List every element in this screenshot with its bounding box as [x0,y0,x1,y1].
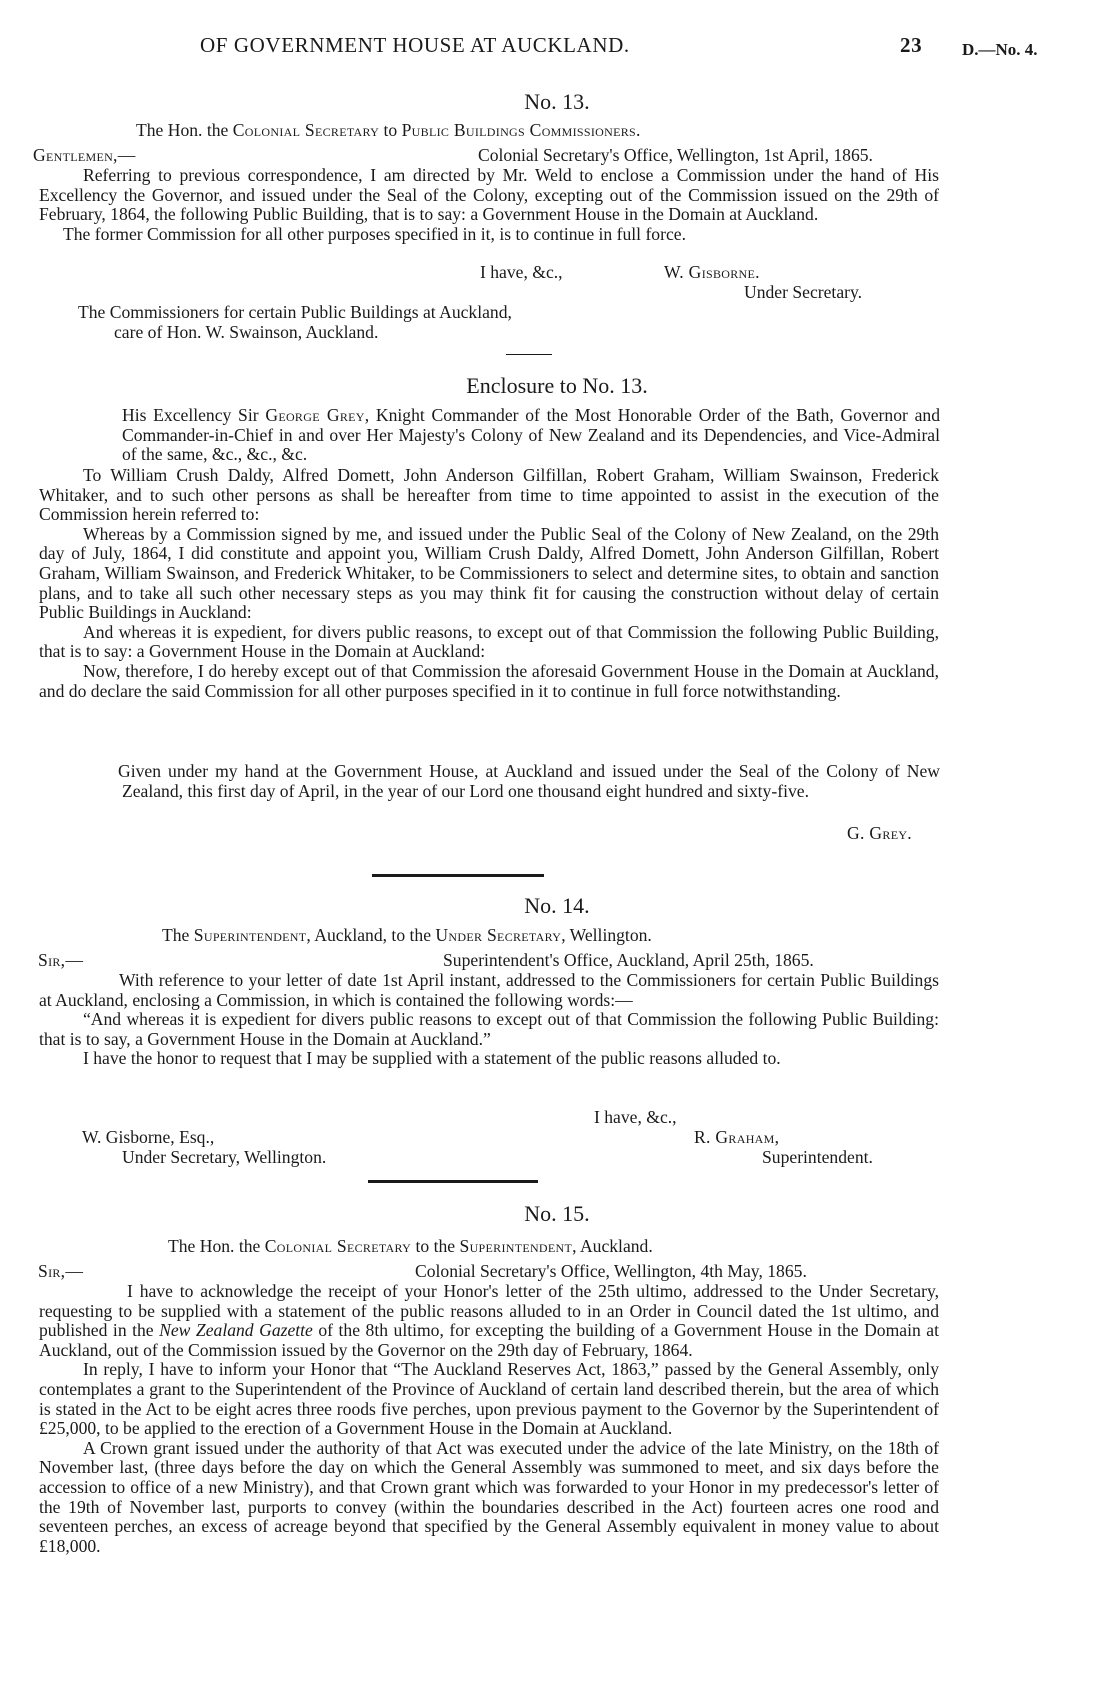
body-no15 [39,1282,939,1556]
paragraph: In reply, I have to inform your Honor that “The Auckland Reserves Act, 1863,” passed by the General Assembly, only contemplates a grant to the Superintendent of the Province of Auckland of certain land described therein, but the area of which is stated in the Act to be eight acres three roods five perches, upon previous payment to the Governor by the Superintendent of £25,000, to be applied to the erection of a Government House in the Domain at Auckland. [39,1359,939,1439]
paragraph: With reference to your letter of date 1st April instant, addressed to the Commissioners for certain Public Buildings at Auckland, enclosing a Commission, in which is contained the following words:— [39,970,939,1010]
paragraph: Now, therefore, I do hereby except out of that Commission the aforesaid Government House in the Domain at Auckland, and do declare the said Commission for all other purposes specified in it to continue in full force notwithstanding. [39,660,939,701]
short-divider [506,354,552,355]
address-line-no14: The Superintendent, Auckland, to the Under Secretary, Wellington. [162,925,652,945]
body-no14 [39,971,939,1069]
dateline-no15: Colonial Secretary's Office, Wellington, 4th May, 1865. [415,1261,807,1281]
paragraph: I have to acknowledge the receipt of your Honor's letter of the 25th ultimo, addressed to the Under Secretary, requesting to be supplied with a statement of the public reasons alluded to in an Order in Council dated the 1st ultimo, and published in the New Zealand Gazette of the 8th ultimo, for excepting the building of a Government House in the Domain at Auckland, out of the Commission issued by the Governor on the 29th day of February, 1864. [39,1281,939,1360]
paragraph: And whereas it is expedient, for divers public reasons, to except out of that Commission the following Public Building, that is to say: a Government House in the Domain at Auckland: [39,621,939,662]
dateline-no14: Superintendent's Office, Auckland, April 25th, 1865. [443,950,814,970]
given-under-hand-enclosure13: Given under my hand at the Government House, at Auckland and issued under the Seal of the Colony of New Zealand, this first day of April, in the year of our Lord one thousand eight hundred and sixty-five. [118,761,940,801]
paragraph: A Crown grant issued under the authority of that Act was executed under the advice of the late Ministry, on the 18th of November last, (three days before the day on which the General Assembly was summoned to meet, and six days before the accession to office of a new Ministry), and that Crown grant which was forwarded to your Honor in my predecessor's letter of the 19th of November last, purports to convey (within the boundaries described in the Act) fourteen acres one rood and seventeen perches, an excess of acreage beyond that specified by the General Assembly equivalent in money value to about £18,000. [39,1437,939,1556]
dateline-no13: Colonial Secretary's Office, Wellington, 1st April, 1865. [478,145,873,165]
signer-title-no14: Superintendent. [762,1147,873,1167]
paragraph: Referring to previous correspondence, I am directed by Mr. Weld to enclose a Commission under the hand of His Excellency the Governor, and issued under the Seal of the Colony, excepting out of the Commission issued on the 29th of February, 1864, the following Public Building, that is to say: a Government House in the Domain at Auckland. [39,165,939,225]
section-heading-no15: No. 15. [524,1201,590,1226]
paragraph: Whereas by a Commission signed by me, and issued under the Public Seal of the Colony of New Zealand, on the 29th day of July, 1864, I did constitute and appoint you, William Crush Daldy, Alfred Domett, John Anderson Gilfillan, Robert Graham, William Swainson, and Frederick Whitaker, to be Commissioners to select and determine sites, to obtain and sanction plans, and to take all such other necessary steps as you may think fit for causing the construction without delay of certain Public Buildings in Auckland: [39,523,939,623]
addressee-line-1-no14: W. Gisborne, Esq., [82,1127,215,1147]
body-enclosure13 [39,466,939,701]
address-line-no15: The Hon. the Colonial Secretary to the Superintendent, Auckland. [168,1236,653,1256]
salutation-no13: Gentlemen,— [33,145,136,165]
section-divider [372,874,544,877]
addressee-line-2-no14: Under Secretary, Wellington. [122,1147,327,1167]
paragraph: “And whereas it is expedient for divers public reasons to except out of that Commission the following Public Building: that is to say, a Government House in the Domain at Auckland.” [39,1009,939,1049]
paragraph: I have the honor to request that I may be supplied with a statement of the public reasons alluded to. [83,1048,781,1069]
body-no13 [39,166,939,244]
signer-enclosure13: G. Grey. [847,823,913,843]
signer-no13: W. Gisborne. [664,262,760,282]
paragraph: The former Commission for all other purposes specified in it, is to continue in full force. [63,223,686,244]
addressee-line-2-no13: care of Hon. W. Swainson, Auckland. [114,322,379,342]
page-number: 23 [900,33,923,57]
signer-no14: R. Graham, [694,1127,780,1147]
paragraph: To William Crush Daldy, Alfred Domett, John Anderson Gilfillan, Robert Graham, William Swainson, Frederick Whitaker, and to such other persons as shall be hereafter from time to time appointed to assist in the execution of the Commission herein referred to: [39,465,939,525]
section-heading-no14: No. 14. [524,893,590,918]
section-divider [368,1180,538,1183]
addressee-line-1-no13: The Commissioners for certain Public Buildings at Auckland, [78,302,512,322]
closing-no13: I have, &c., [480,262,563,282]
section-heading-enclosure13: Enclosure to No. 13. [466,373,648,398]
salutation-no14: Sir,— [38,950,84,970]
running-title: OF GOVERNMENT HOUSE AT AUCKLAND. [200,33,630,57]
salutation-no15: Sir,— [38,1261,84,1281]
address-line-no13: The Hon. the Colonial Secretary to Public Buildings Commissioners. [136,120,641,140]
document-reference: D.—No. 4. [962,40,1038,59]
closing-no14: I have, &c., [594,1107,677,1127]
section-heading-no13: No. 13. [524,89,590,114]
signer-title-no13: Under Secretary. [744,282,863,302]
body-enclosure13-preamble: His Excellency Sir George Grey, Knight Commander of the Most Honorable Order of the Bath, Governor and Commander-in-Chief in and over Her Majesty's Colony of New Zealand and its Dependencies, and Vice-Admiral of the same, &c., &c., &c. [122,405,941,465]
